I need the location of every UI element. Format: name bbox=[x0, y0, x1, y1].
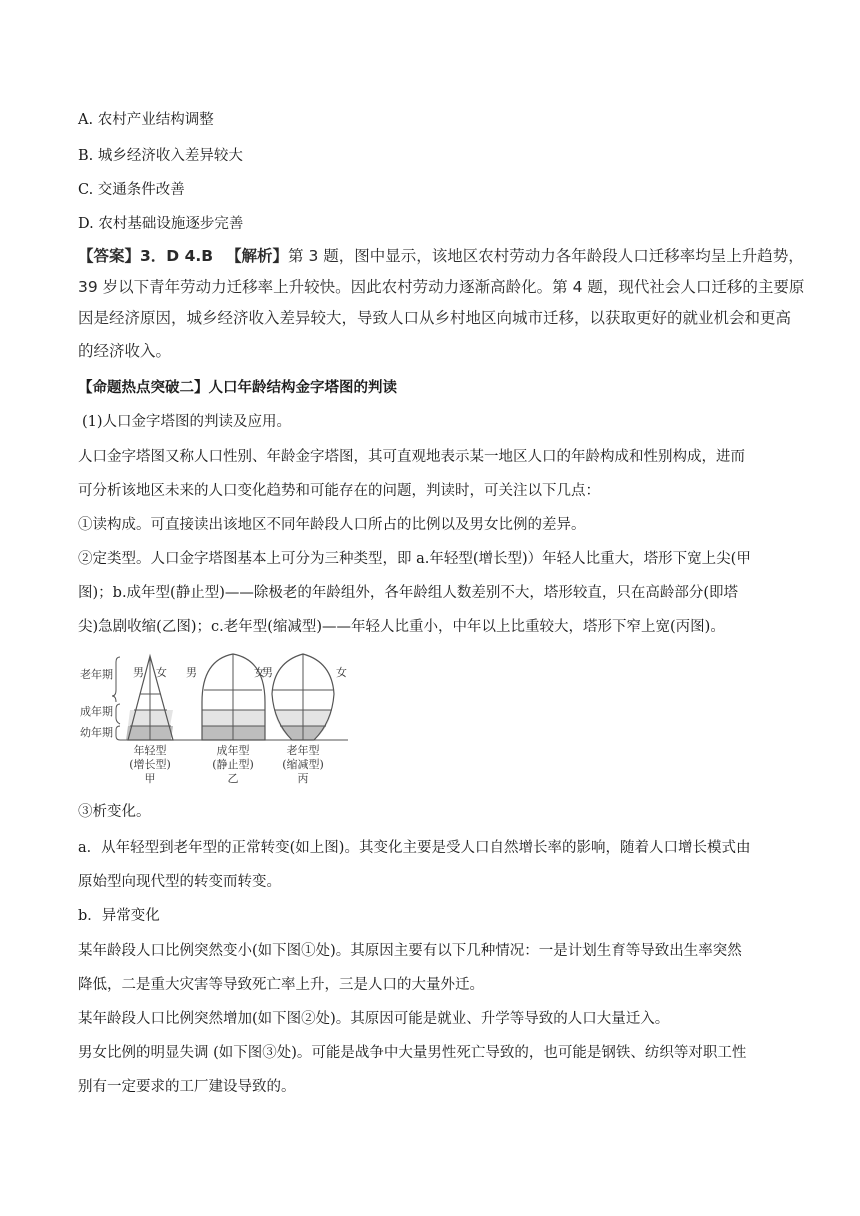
answer-line-4: 的经济收入。 bbox=[78, 342, 172, 360]
type-shrinking-alias: (缩减型) bbox=[282, 758, 324, 771]
type-stationary-mark: 乙 bbox=[227, 772, 239, 785]
answer-key: 3．D 4.B bbox=[140, 247, 214, 265]
subheading: (1)人口金字塔图的判读及应用。 bbox=[82, 414, 292, 430]
option-d: D. 农村基础设施逐步完善 bbox=[78, 216, 244, 232]
abnormal3-line-2: 别有一定要求的工厂建设导致的。 bbox=[78, 1079, 296, 1095]
type-young-alias: (增长型) bbox=[129, 758, 171, 771]
abnormal1-line-1: 某年龄段人口比例突然变小(如下图①处)。其原因主要有以下几种情况：一是计划生育等导致出生率突然 bbox=[78, 943, 742, 959]
type-stationary-alias: (静止型) bbox=[212, 758, 254, 771]
point-3: ③析变化。 bbox=[78, 804, 151, 820]
abnormal1-line-2: 降低，二是重大灾害等导致死亡率上升，三是人口的大量外迁。 bbox=[78, 977, 484, 993]
type-shrinking-mark: 丙 bbox=[297, 772, 309, 785]
male-label-shrinking: 男 bbox=[262, 666, 273, 679]
y-label-old: 老年期 bbox=[80, 668, 113, 681]
abnormal3-line-1: 男女比例的明显失调 (如下图③处)。可能是战争中大量男性死亡导致的，也可能是钢铁、纺织等对职工性 bbox=[78, 1045, 747, 1061]
answer-line-2: 39 岁以下青年劳动力迁移率上升较快。因此农村劳动力逐渐高龄化。第 4 题，现代社会人口迁移的主要原 bbox=[78, 278, 805, 296]
y-label-adult: 成年期 bbox=[80, 705, 113, 718]
para1-line-2: 可分析该地区未来的人口变化趋势和可能存在的问题，判读时，可关注以下几点： bbox=[78, 483, 600, 499]
type-stationary-name: 成年型 bbox=[216, 744, 250, 757]
point2-line-2: 图)；b.成年型(静止型)——除极老的年龄组外，各年龄组人数差别不大，塔形较直，只在高龄部分(即塔 bbox=[78, 585, 739, 601]
male-label-stationary: 男 bbox=[186, 666, 197, 679]
pyramid-stationary bbox=[186, 654, 265, 740]
analysis-label: 【解析】 bbox=[226, 247, 289, 265]
para1-line-1: 人口金字塔图又称人口性别、年龄金字塔图，其可直观地表示某一地区人口的年龄构成和性别构成，进而 bbox=[78, 449, 745, 465]
pyramid-young bbox=[126, 656, 173, 740]
bracket-adult bbox=[116, 704, 120, 724]
abnormal-2: 某年龄段人口比例突然增加(如下图②处)。其原因可能是就业、升学等导致的人口大量迁入。 bbox=[78, 1011, 670, 1027]
point2-line-3: 尖)急剧收缩(乙图)；c.老年型(缩减型)——年轻人比重小，中年以上比重较大，塔形下窄上宽(丙图)。 bbox=[78, 619, 725, 635]
bracket-child bbox=[116, 726, 120, 740]
female-label-shrinking: 女 bbox=[336, 666, 347, 679]
option-b: B. 城乡经济收入差异较大 bbox=[78, 148, 243, 164]
answer-label: 【答案】 bbox=[78, 247, 141, 265]
point-1: ①读构成。可直接读出该地区不同年龄段人口所占的比例以及男女比例的差异。 bbox=[78, 517, 586, 533]
change-b: b．异常变化 bbox=[78, 908, 160, 924]
y-label-child: 幼年期 bbox=[80, 726, 113, 739]
pyramid-shrinking bbox=[262, 654, 347, 740]
type-young-mark: 甲 bbox=[144, 772, 156, 785]
answer-line-3: 因是经济原因，城乡经济收入差异较大，导致人口从乡村地区向城市迁移，以获取更好的就业机会和更高 bbox=[78, 309, 792, 327]
section-heading: 【命题热点突破二】人口年龄结构金字塔图的判读 bbox=[78, 379, 397, 396]
point2-line-1: ②定类型。人口金字塔图基本上可分为三种类型，即 a.年轻型(增长型)）年轻人比重大，塔形下宽上尖(甲 bbox=[78, 551, 751, 567]
answer-line-1 bbox=[78, 246, 804, 266]
option-c: C. 交通条件改善 bbox=[78, 182, 185, 198]
female-label-young: 女 bbox=[156, 666, 167, 679]
female-label-stationary: 女 bbox=[254, 666, 265, 679]
option-a: A. 农村产业结构调整 bbox=[78, 112, 214, 128]
analysis-text-1: 第 3 题，图中显示，该地区农村劳动力各年龄段人口迁移率均呈上升趋势， bbox=[288, 247, 804, 265]
bracket-old bbox=[112, 657, 120, 702]
change-a-line-2: 原始型向现代型的转变而转变。 bbox=[78, 874, 281, 890]
pyramid-figure bbox=[78, 652, 358, 792]
type-young-name: 年轻型 bbox=[133, 744, 167, 757]
change-a-line-1: a．从年轻型到老年型的正常转变(如上图)。其变化主要是受人口自然增长率的影响，随着人口增长模式由 bbox=[78, 840, 751, 856]
male-label-young: 男 bbox=[133, 666, 144, 679]
type-shrinking-name: 老年型 bbox=[286, 744, 320, 757]
